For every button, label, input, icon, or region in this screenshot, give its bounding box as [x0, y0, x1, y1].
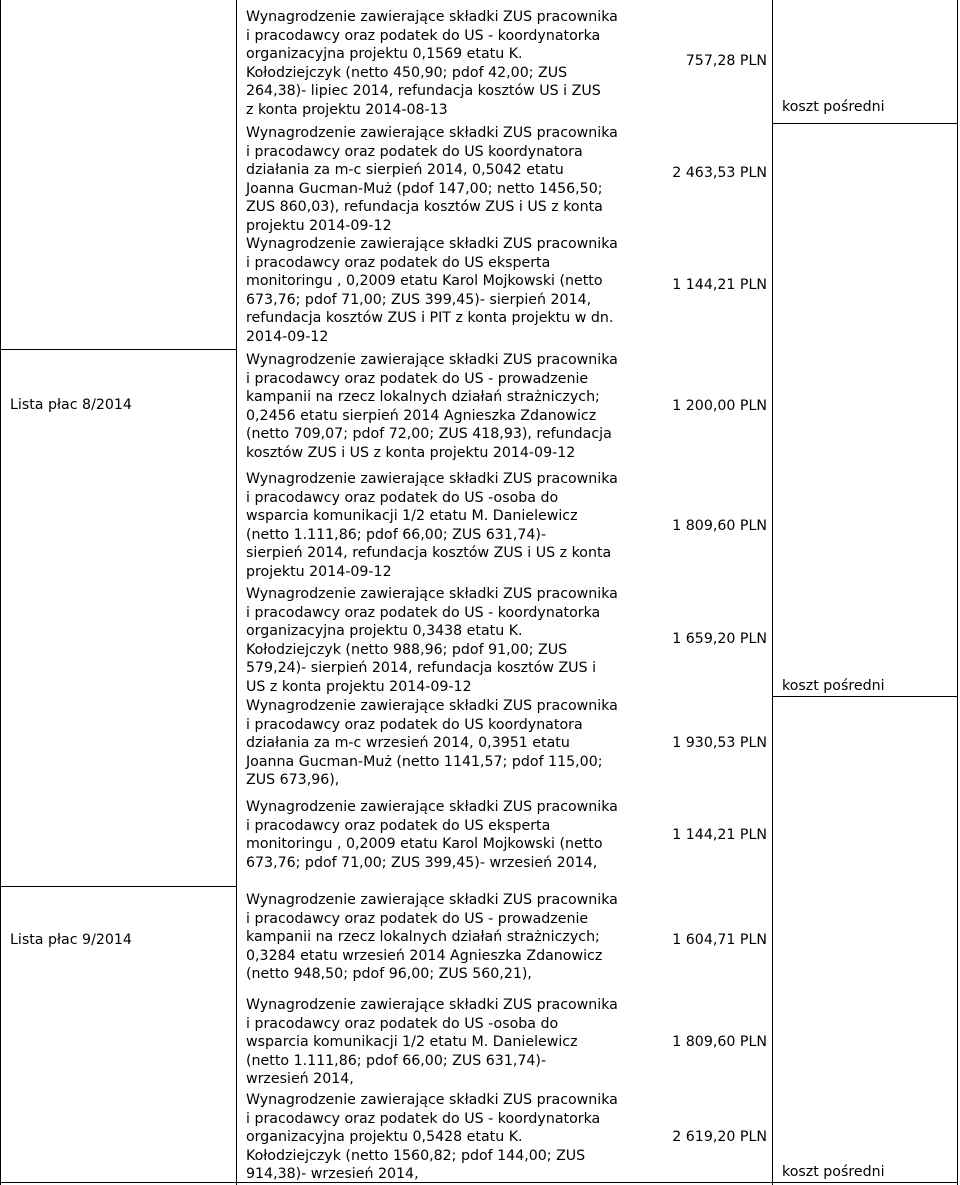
cost-label: koszt pośredni	[782, 1164, 885, 1180]
grid-line	[0, 0, 1, 1185]
grid-line	[772, 0, 773, 1185]
row-amount: 1 200,00 PLN	[672, 398, 767, 414]
row-amount: 757,28 PLN	[685, 53, 767, 69]
grid-line	[0, 886, 237, 887]
row-description: Wynagrodzenie zawierające składki ZUS pracownika i pracodawcy oraz podatek do US -osoba do wsparcia komunikacji 1/2 etatu M. Danielewicz (netto 1.111,86; pdof 66,00; ZUS 631,74)- wrzesień 2014,	[246, 997, 618, 1087]
group-label: Lista płac 9/2014	[10, 932, 132, 948]
grid-line	[772, 696, 958, 697]
group-label: Lista płac 8/2014	[10, 397, 132, 413]
row-amount: 1 144,21 PLN	[672, 827, 767, 843]
row-description: Wynagrodzenie zawierające składki ZUS pracownika i pracodawcy oraz podatek do US eksperta monitoringu , 0,2009 etatu Karol Mojkowski (netto 673,76; pdof 71,00; ZUS 399,45)- sierpień 2014, refundacja kosztów ZUS i PIT z konta projektu w dn. 2014-09-12	[246, 236, 618, 345]
grid-line	[772, 123, 958, 124]
row-description: Wynagrodzenie zawierające składki ZUS pracownika i pracodawcy oraz podatek do US - prowadzenie kampanii na rzecz lokalnych działań strażniczych; 0,2456 etatu sierpień 2014 Agnieszka Zdanowicz (netto 709,07; pdof 72,00; ZUS 418,93), refundacja kosztów ZUS i US z konta projektu 2014-09-12	[246, 352, 618, 461]
row-amount: 1 144,21 PLN	[672, 277, 767, 293]
cost-label: koszt pośredni	[782, 678, 885, 694]
row-description: Wynagrodzenie zawierające składki ZUS pracownika i pracodawcy oraz podatek do US -osoba do wsparcia komunikacji 1/2 etatu M. Danielewicz (netto 1.111,86; pdof 66,00; ZUS 631,74)- sierpień 2014, refundacja kosztów ZUS i US z konta projektu 2014-09-12	[246, 471, 618, 580]
row-description: Wynagrodzenie zawierające składki ZUS pracownika i pracodawcy oraz podatek do US - prowadzenie kampanii na rzecz lokalnych działań strażniczych; 0,3284 etatu wrzesień 2014 Agnieszka Zdanowicz (netto 948,50; pdof 96,00; ZUS 560,21),	[246, 892, 618, 982]
cost-label: koszt pośredni	[782, 99, 885, 115]
row-amount: 1 659,20 PLN	[672, 631, 767, 647]
grid-line	[0, 349, 237, 350]
row-description: Wynagrodzenie zawierające składki ZUS pracownika i pracodawcy oraz podatek do US - koordynatorka organizacyjna projektu 0,5428 etatu K. Kołodziejczyk (netto 1560,82; pdof 144,00; ZUS 914,38)- wrzesień 2014,	[246, 1092, 618, 1182]
grid-line	[236, 0, 237, 1185]
row-amount: 2 463,53 PLN	[672, 165, 767, 181]
row-amount: 1 604,71 PLN	[672, 932, 767, 948]
row-amount: 1 930,53 PLN	[672, 735, 767, 751]
row-description: Wynagrodzenie zawierające składki ZUS pracownika i pracodawcy oraz podatek do US koordynatora działania za m-c wrzesień 2014, 0,3951 etatu Joanna Gucman-Muż (netto 1141,57; pdof 115,00; ZUS 673,96),	[246, 698, 618, 788]
row-description: Wynagrodzenie zawierające składki ZUS pracownika i pracodawcy oraz podatek do US - koordynatorka organizacyjna projektu 0,3438 etatu K. Kołodziejczyk (netto 988,96; pdof 91,00; ZUS 579,24)- sierpień 2014, refundacja kosztów ZUS i US z konta projektu 2014-09-12	[246, 586, 618, 695]
row-description: Wynagrodzenie zawierające składki ZUS pracownika i pracodawcy oraz podatek do US eksperta monitoringu , 0,2009 etatu Karol Mojkowski (netto 673,76; pdof 71,00; ZUS 399,45)- wrzesień 2014,	[246, 799, 618, 871]
row-amount: 1 809,60 PLN	[672, 518, 767, 534]
row-description: Wynagrodzenie zawierające składki ZUS pracownika i pracodawcy oraz podatek do US - koordynatorka organizacyjna projektu 0,1569 etatu K. Kołodziejczyk (netto 450,90; pdof 42,00; ZUS 264,38)- lipiec 2014, refundacja kosztów US i ZUS z konta projektu 2014-08-13	[246, 9, 618, 118]
row-description: Wynagrodzenie zawierające składki ZUS pracownika i pracodawcy oraz podatek do US koordynatora działania za m-c sierpień 2014, 0,5042 etatu Joanna Gucman-Muż (pdof 147,00; netto 1456,50; ZUS 860,03), refundacja kosztów ZUS i US z konta projektu 2014-09-12	[246, 125, 618, 234]
row-amount: 2 619,20 PLN	[672, 1129, 767, 1145]
row-amount: 1 809,60 PLN	[672, 1034, 767, 1050]
grid-line	[957, 0, 958, 1185]
